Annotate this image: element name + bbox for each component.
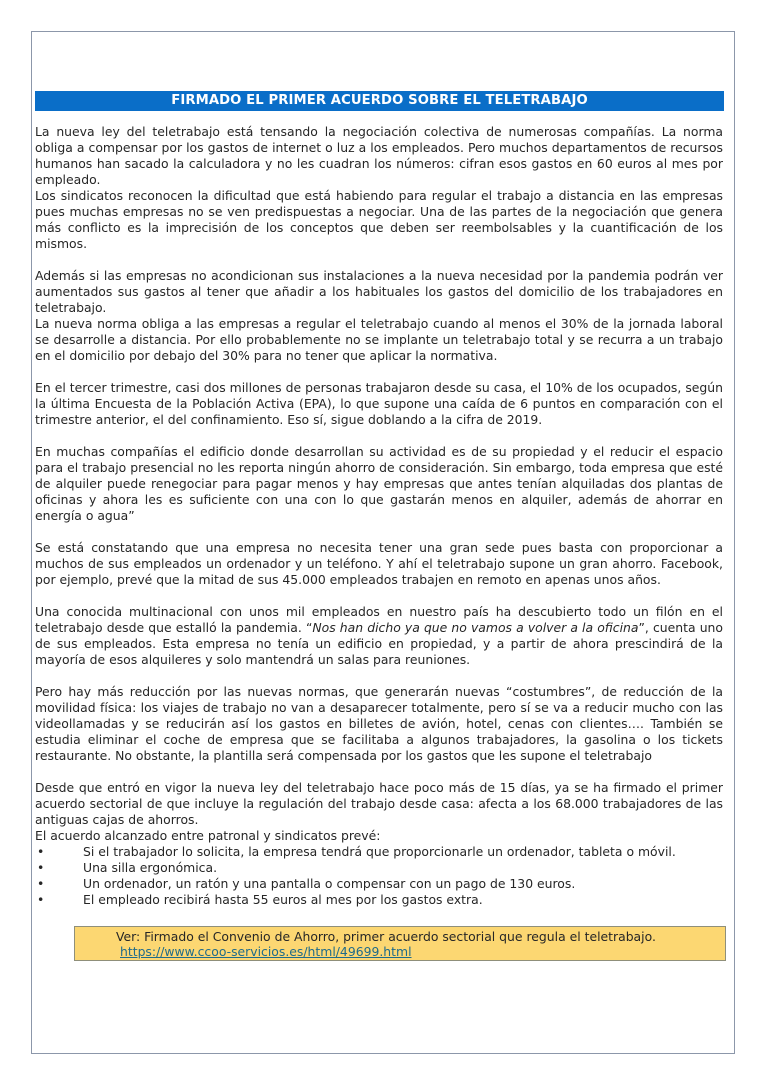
- bullet-text: El empleado recibirá hasta 55 euros al mes por los gastos extra.: [83, 892, 483, 907]
- spacer: [35, 668, 723, 684]
- bullet-item: [35, 860, 723, 876]
- reference-note-box: [74, 926, 726, 961]
- bullet-item: [35, 892, 723, 908]
- spacer: [35, 764, 723, 780]
- bullet-text: Una silla ergonómica.: [83, 860, 218, 875]
- paragraph-9: Pero hay más reducción por las nuevas normas, que generarán nuevas “costumbres”, de reducción de la movilidad física: los viajes de trabajo no van a desaparecer totalmente, pero sí se va a reducir mucho con las videollamadas y se reducirán así los gastos en billetes de avión, hotel, cenas con clientes…. También se estudia eliminar el coche de empresa que se facilitaba a algunos trabajadores, la gasolina o los tickets restaurante. No obstante, la plantilla será compensada por los gastos que les supone el teletrabajo: [35, 684, 723, 763]
- spacer: [35, 428, 723, 444]
- employee-quote: Nos han dicho ya que no vamos a volver a la oficina: [312, 620, 639, 635]
- paragraph-8: [35, 604, 723, 668]
- spacer: [35, 252, 723, 268]
- paragraph-7: Se está constatando que una empresa no necesita tener una gran sede pues basta con proporcionar a muchos de sus empleados un ordenador y un teléfono. Y ahí el teletrabajo supone un gran ahorro. Facebook, por ejemplo, prevé que la mitad de sus 45.000 empleados trabajen en remoto en apenas unos años.: [35, 540, 723, 587]
- reference-note-text: Ver: Firmado el Convenio de Ahorro, primer acuerdo sectorial que regula el teletrabajo.: [116, 929, 656, 944]
- reference-link[interactable]: https://www.ccoo-servicios.es/html/49699.html: [120, 944, 412, 959]
- bullet-item: [35, 844, 723, 860]
- paragraph-5: En el tercer trimestre, casi dos millones de personas trabajaron desde su casa, el 10% de los ocupados, según la última Encuesta de la Población Activa (EPA), lo que supone una caída de 6 puntos en comparación con el trimestre anterior, el del confinamiento. Eso sí, sigue doblando a la cifra de 2019.: [35, 380, 723, 427]
- page-title: FIRMADO EL PRIMER ACUERDO SOBRE EL TELETRABAJO: [35, 91, 724, 111]
- bullet-item: [35, 876, 723, 892]
- paragraph-4: La nueva norma obliga a las empresas a regular el teletrabajo cuando al menos el 30% de la jornada laboral se desarrolle a distancia. Por ello probablemente no se implante un teletrabajo total y se recurra a un trabajo en el domicilio por debajo del 30% para no tener que aplicar la normativa.: [35, 316, 723, 363]
- bullet-icon: •: [37, 860, 45, 875]
- paragraph-11: El acuerdo alcanzado entre patronal y sindicatos prevé:: [35, 828, 381, 843]
- paragraph-3: Además si las empresas no acondicionan sus instalaciones a la nueva necesidad por la pandemia podrán ver aumentados sus gastos al tener que añadir a los habituales los gastos del domicilio de los trabajadores en teletrabajo.: [35, 268, 723, 315]
- paragraph-2: Los sindicatos reconocen la dificultad que está habiendo para regular el trabajo a distancia en las empresas pues muchas empresas no se ven predispuestas a negociar. Una de las partes de la negociación que genera más conflicto es la imprecisión de los conceptos que deben ser reembolsables y la cuantificación de los mismos.: [35, 188, 723, 251]
- article-body: [35, 124, 723, 908]
- bullet-icon: •: [37, 892, 45, 907]
- bullet-icon: •: [37, 876, 45, 891]
- bullet-text: Si el trabajador lo solicita, la empresa tendrá que proporcionarle un ordenador, tableta o móvil.: [83, 844, 676, 859]
- paragraph-8-lead: Una conocida multinacional con unos mil empleados en nuestro país ha descubierto todo un filón en el teletrabajo desde que estalló la pandemia. “: [35, 604, 723, 635]
- spacer: [35, 588, 723, 604]
- paragraph-8-tail: ”, cuenta uno de sus empleados. Esta empresa no tenía un edificio en propiedad, y a partir de ahora prescindirá de la mayoría de esos alquileres y solo mantendrá un salas para reuniones.: [35, 620, 723, 667]
- bullet-text: Un ordenador, un ratón y una pantalla o compensar con un pago de 130 euros.: [83, 876, 576, 891]
- paragraph-1: La nueva ley del teletrabajo está tensando la negociación colectiva de numerosas compañías. La norma obliga a compensar por los gastos de internet o luz a los empleados. Pero muchos departamentos de recursos humanos han sacado la calculadora y no les cuadran los números: cifran esos gastos en 60 euros al mes por empleado.: [35, 124, 723, 187]
- spacer: [35, 364, 723, 380]
- spacer: [35, 524, 723, 540]
- paragraph-10: Desde que entró en vigor la nueva ley del teletrabajo hace poco más de 15 días, ya se ha firmado el primer acuerdo sectorial de que incluye la regulación del trabajo desde casa: afecta a los 68.000 trabajadores de las antiguas cajas de ahorros.: [35, 780, 723, 827]
- bullet-icon: •: [37, 844, 45, 859]
- agreement-bullet-list: [35, 844, 723, 908]
- paragraph-6: En muchas compañías el edificio donde desarrollan su actividad es de su propiedad y el reducir el espacio para el trabajo presencial no les reporta ningún ahorro de consideración. Sin embargo, toda empresa que esté de alquiler puede renegociar para pagar menos y hay empresas que antes tenían alquiladas dos plantas de oficinas y ahora les es suficiente con una con lo que gastarán menos en alquiler, además de ahorrar en energía o agua”: [35, 444, 723, 523]
